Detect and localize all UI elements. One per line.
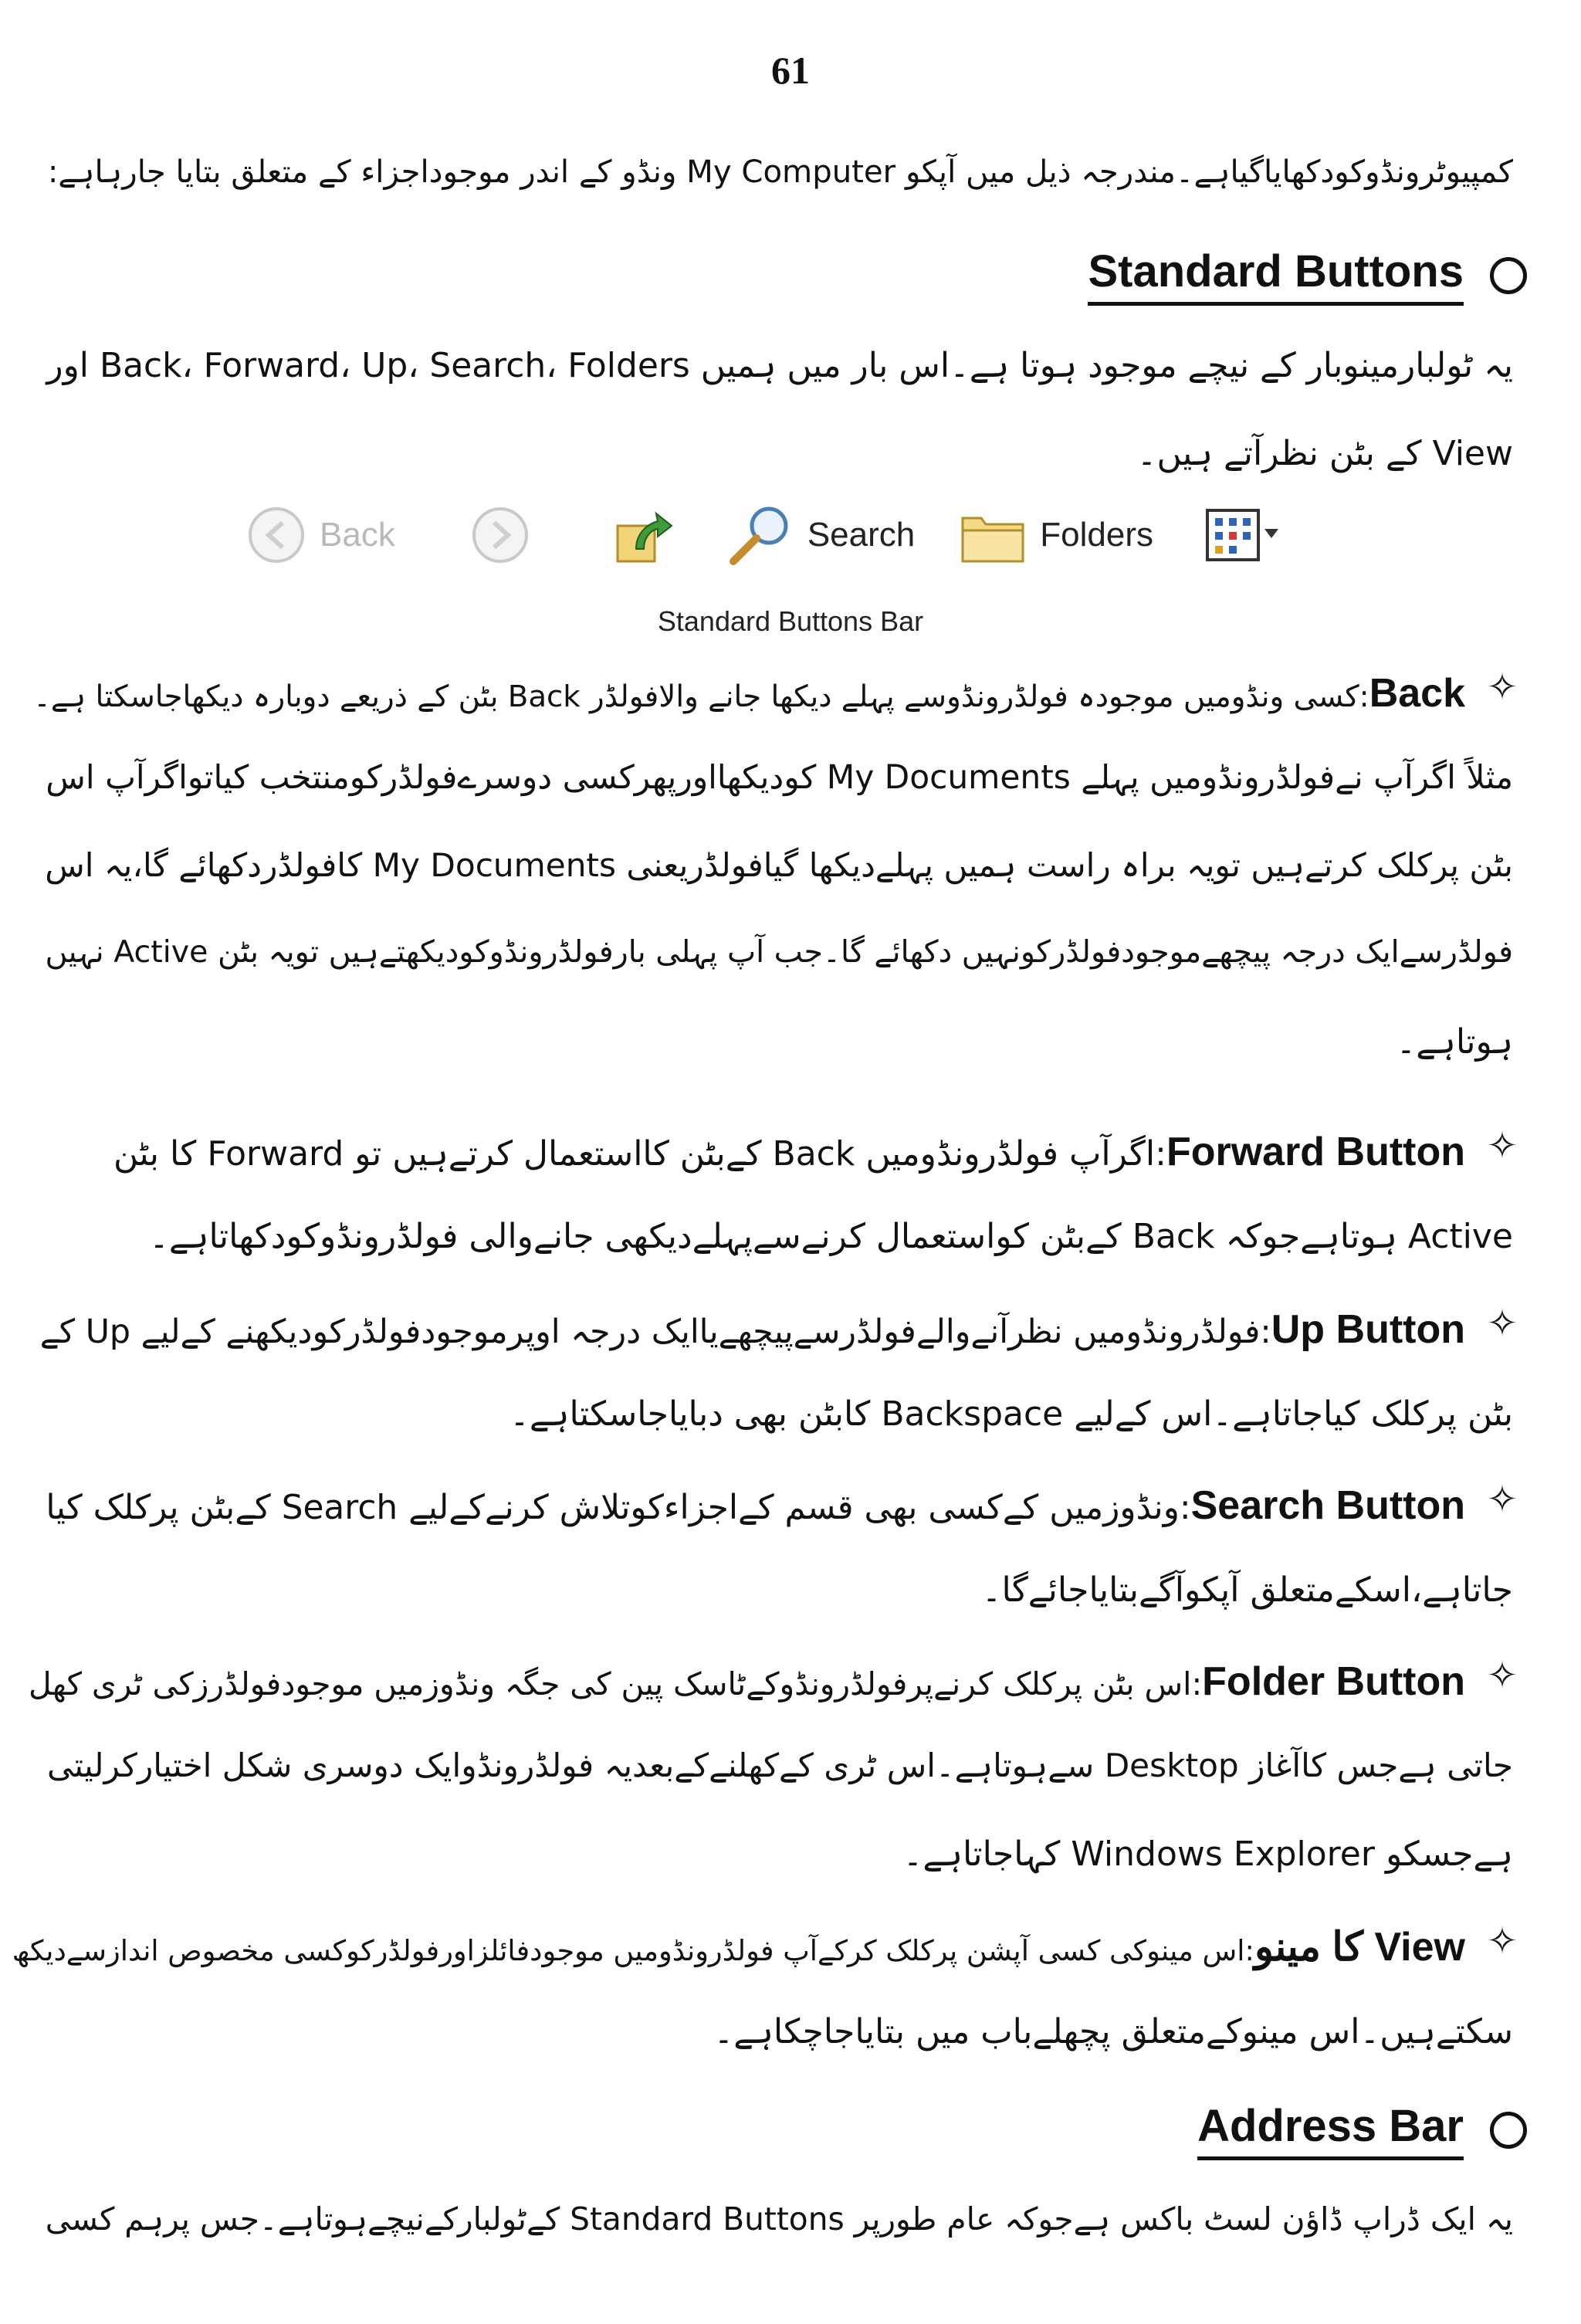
item-line bbox=[47, 1746, 1513, 1784]
section-heading-address-bar bbox=[1197, 2100, 1527, 2160]
item-line bbox=[149, 1217, 1513, 1256]
diamond-bullet-icon: ✧ bbox=[1486, 1654, 1518, 1697]
item-text: مثلاً اگرآپ نےفولڈرونڈومیں پہلے My Documents کودیکھااورپھرکسی دوسرےفولڈرکومنتخب کیاتواگرآپ اس bbox=[46, 758, 1513, 796]
item-text: ہےجسکو Windows Explorer کہاجاتاہے۔ bbox=[902, 1834, 1513, 1874]
item-line bbox=[510, 1394, 1513, 1434]
diamond-bullet-icon: ✧ bbox=[1486, 1919, 1518, 1963]
item-text: اگرآپ فولڈرونڈومیں Back کےبٹن کااستعمال کرتےہیں تو Forward کا بٹن bbox=[113, 1134, 1156, 1174]
item-text: کسی ونڈومیں موجودہ فولڈرونڈوسے پہلے دیکھا جانے والافولڈر Back بٹن کے ذریعے دوبارہ دیکھاجاسکتا ہے۔ bbox=[33, 679, 1359, 714]
item-term: Back bbox=[1369, 671, 1465, 716]
diamond-bullet-icon: ✧ bbox=[1486, 666, 1518, 709]
item-line bbox=[903, 1834, 1513, 1874]
item-term: View کا مینو bbox=[1254, 1925, 1465, 1970]
toolbar-up bbox=[613, 503, 675, 567]
item-text: جاتی ہےجس کاآغاز Desktop سےہوتاہے۔اس ٹری کےکھلنےکےبعدیہ فولڈرونڈوایک دوسری شکل اختیارکرلیتی bbox=[47, 1746, 1513, 1784]
item-line bbox=[46, 758, 1513, 796]
search-magnifier-icon bbox=[726, 503, 795, 567]
circle-bullet-icon bbox=[1490, 2112, 1527, 2149]
item-line bbox=[45, 846, 1513, 884]
views-grid-icon bbox=[1204, 506, 1281, 564]
standard-buttons-toolbar-image bbox=[245, 500, 1295, 570]
item-text: ونڈوزمیں کےکسی بھی قسم کےاجزاءکوتلاش کرنےکےلیے Search کےبٹن پرکلک کیا bbox=[46, 1488, 1180, 1527]
item-term: Search Button bbox=[1190, 1483, 1465, 1528]
diamond-bullet-icon: ✧ bbox=[1486, 1478, 1518, 1521]
section-title: Address Bar bbox=[1197, 2100, 1464, 2160]
toolbar-folders bbox=[958, 504, 1153, 566]
forward-arrow-icon bbox=[469, 504, 531, 566]
item-text: Active ہوتاہےجوکہ Back کےبٹن کواستعمال کرنےسےپہلےدیکھی جانےوالی فولڈرونڈوکودکھاتاہے۔ bbox=[149, 1217, 1513, 1256]
page-number: 61 bbox=[771, 49, 810, 92]
item-text: بٹن پرکلک کرتےہیں تویہ براہ راست ہمیں پہلےدیکھا گیافولڈریعنی My Documents کافولڈردکھائے گا،یہ اس bbox=[45, 846, 1513, 884]
search-label: Search bbox=[807, 516, 916, 554]
section-heading-standard-buttons bbox=[1088, 246, 1527, 306]
item-text: فولڈرونڈومیں نظرآنےوالےفولڈرسےپیچھےیاایک درجہ اوپرموجودفولڈرکودیکھنے کےلیے Up کے bbox=[39, 1313, 1261, 1351]
item-line bbox=[982, 1570, 1513, 1610]
section-title: Standard Buttons bbox=[1088, 246, 1464, 306]
back-label: Back bbox=[320, 516, 395, 554]
intro-line: کمپیوٹرونڈوکودکھایاگیاہے۔مندرجہ ذیل میں آپکو My Computer ونڈو کے اندر موجوداجزاء کے متعلق بتایا جارہاہے: bbox=[47, 154, 1513, 190]
item-line: Forward Button:اگرآپ فولڈرونڈومیں Back کےبٹن کااستعمال کرتےہیں تو Forward کا بٹن bbox=[113, 1130, 1465, 1174]
section2-line1: یہ ایک ڈراپ ڈاؤن لسٹ باکس ہےجوکہ عام طورپر Standard Buttons کےٹولبارکےنیچےہوتاہے۔جس پرہم کسی bbox=[45, 2200, 1513, 2238]
item-term: Folder Button bbox=[1202, 1659, 1465, 1704]
item-text: اس مینوکی کسی آپشن پرکلک کرکےآپ فولڈرونڈومیں موجودفائلزاورفولڈرکوکسی مخصوص اندازسےدیکھ bbox=[12, 1934, 1245, 1967]
item-text: ہوتاہے۔ bbox=[1396, 1022, 1513, 1062]
diamond-bullet-icon: ✧ bbox=[1486, 1302, 1518, 1345]
item-text: اس بٹن پرکلک کرنےپرفولڈرونڈوکےٹاسک پین کی جگہ ونڈوزمیں موجودفولڈرزکی ٹری کھل bbox=[29, 1665, 1192, 1702]
toolbar-back bbox=[245, 504, 395, 566]
back-arrow-icon bbox=[245, 504, 307, 566]
item-line bbox=[1396, 1022, 1513, 1062]
up-folder-icon bbox=[613, 503, 675, 567]
item-line: View کا مینو:اس مینوکی کسی آپشن پرکلک کرکےآپ فولڈرونڈومیں موجودفائلزاورفولڈرکوکسی مخصوص اندازسےدیکھ bbox=[12, 1925, 1465, 1970]
diamond-bullet-icon: ✧ bbox=[1486, 1124, 1518, 1167]
item-line: Back:کسی ونڈومیں موجودہ فولڈرونڈوسے پہلے دیکھا جانے والافولڈر Back بٹن کے ذریعے دوبارہ دیکھاجاسکتا ہے۔ bbox=[33, 671, 1465, 716]
toolbar-forward bbox=[469, 504, 531, 566]
toolbar-search bbox=[726, 503, 915, 567]
item-text: جاتاہے،اسکےمتعلق آپکوآگےبتایاجائےگا۔ bbox=[981, 1570, 1513, 1610]
circle-bullet-icon bbox=[1490, 257, 1527, 294]
item-line bbox=[714, 2012, 1513, 2051]
section1-line1: یہ ٹولبارمینوبار کے نیچے موجود ہوتا ہے۔اس بار میں ہمیں Back، Forward، Up، Search، Folders اور bbox=[46, 346, 1513, 385]
toolbar-caption: Standard Buttons Bar bbox=[657, 605, 924, 637]
folders-label: Folders bbox=[1040, 516, 1153, 554]
item-line: Search Button:ونڈوزمیں کےکسی بھی قسم کےاجزاءکوتلاش کرنےکےلیے Search کےبٹن پرکلک کیا bbox=[46, 1483, 1465, 1528]
item-term: Up Button bbox=[1271, 1307, 1465, 1352]
item-line bbox=[46, 934, 1513, 970]
item-term: Forward Button bbox=[1166, 1130, 1465, 1174]
item-text: فولڈرسےایک درجہ پیچھےموجودفولڈرکونہیں دکھائے گا۔جب آپ پہلی بارفولڈرونڈوکودیکھتےہیں تویہ بٹن Active نہیں bbox=[45, 934, 1513, 970]
folders-icon bbox=[958, 504, 1027, 566]
item-line: Folder Button:اس بٹن پرکلک کرنےپرفولڈرونڈوکےٹاسک پین کی جگہ ونڈوزمیں موجودفولڈرزکی ٹری کھل bbox=[29, 1659, 1465, 1704]
toolbar-views bbox=[1204, 506, 1281, 564]
item-line: Up Button:فولڈرونڈومیں نظرآنےوالےفولڈرسےپیچھےیاایک درجہ اوپرموجودفولڈرکودیکھنے کےلیے Up کے bbox=[39, 1307, 1465, 1352]
item-text: سکتےہیں۔اس مینوکےمتعلق پچھلےباب میں بتایاجاچکاہے۔ bbox=[713, 2012, 1513, 2051]
section1-line2: View کے بٹن نظرآتے ہیں۔ bbox=[1136, 434, 1513, 473]
item-text: بٹن پرکلک کیاجاتاہے۔اس کےلیے Backspace کابٹن بھی دبایاجاسکتاہے۔ bbox=[510, 1394, 1513, 1434]
